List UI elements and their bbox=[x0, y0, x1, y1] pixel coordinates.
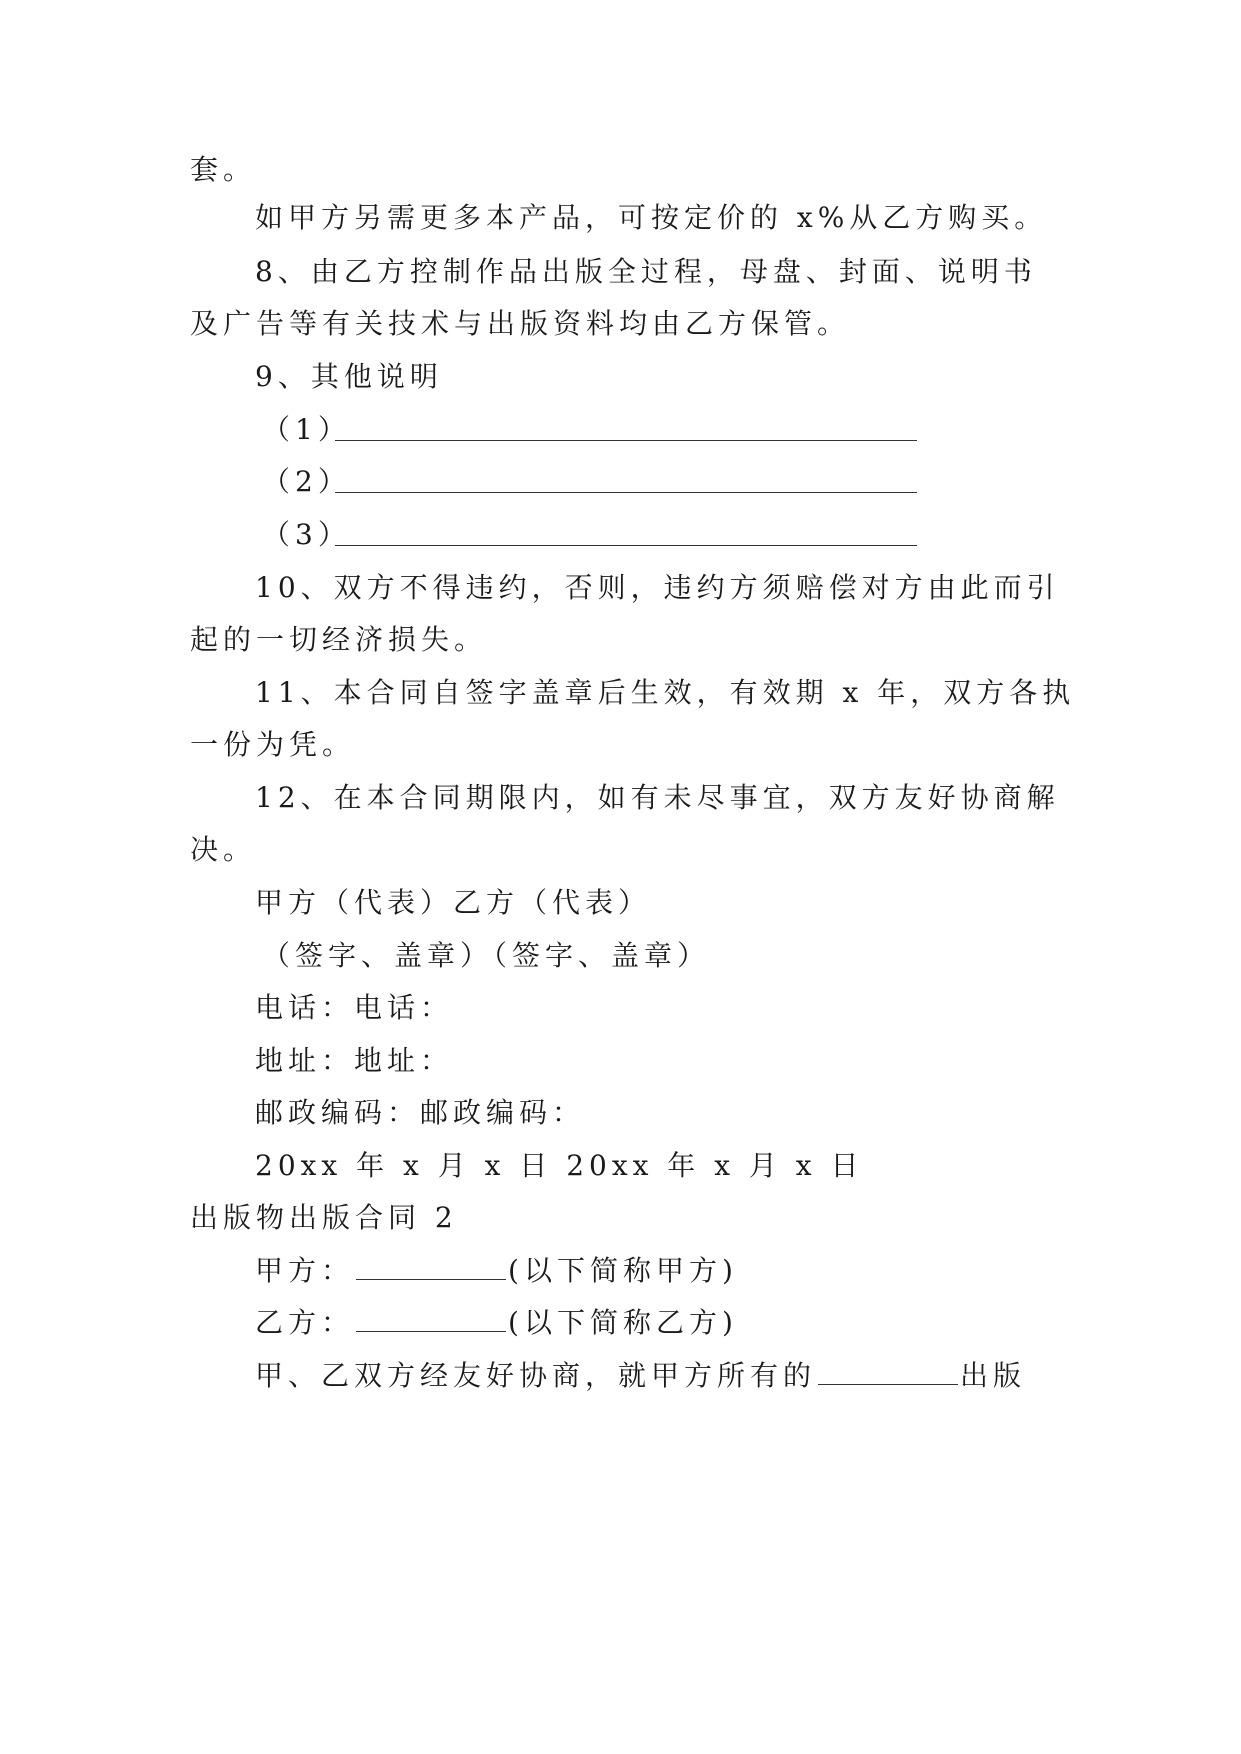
text-line: 决。 bbox=[190, 833, 257, 866]
party-a-suffix: (以下简称甲方) bbox=[508, 1254, 738, 1287]
item-label: （3） bbox=[262, 518, 351, 551]
text-line: 9、其他说明 bbox=[255, 360, 443, 393]
text-line: 11、本合同自签字盖章后生效，有效期 x 年，双方各执 bbox=[255, 676, 1076, 709]
text-line: 8、由乙方控制作品出版全过程，母盘、封面、说明书 bbox=[255, 255, 1037, 288]
text-line: 电话：电话： bbox=[255, 991, 454, 1024]
text-line: 20xx 年 x 月 x 日 20xx 年 x 月 x 日 bbox=[255, 1149, 864, 1182]
party-b-label: 乙方： bbox=[255, 1306, 355, 1339]
text-line: 12、在本合同期限内，如有未尽事宜，双方友好协商解 bbox=[255, 781, 1060, 814]
text-line: 甲方（代表）乙方（代表） bbox=[255, 886, 652, 919]
work-title-blank[interactable] bbox=[818, 1358, 958, 1385]
text-line: 起的一切经济损失。 bbox=[190, 623, 488, 656]
fill-in-blank[interactable] bbox=[335, 440, 917, 441]
agreement-line bbox=[255, 1356, 1115, 1396]
text-line: 及广告等有关技术与出版资料均由乙方保管。 bbox=[190, 307, 851, 340]
party-b-blank[interactable] bbox=[356, 1305, 506, 1332]
text-line: 一份为凭。 bbox=[190, 728, 356, 761]
party-b-suffix: (以下简称乙方) bbox=[508, 1306, 738, 1339]
fill-in-blank[interactable] bbox=[335, 545, 917, 546]
text-line: 10、双方不得违约，否则，违约方须赔偿对方由此而引 bbox=[255, 571, 1060, 604]
agreement-prefix: 甲、乙双方经友好协商，就甲方所有的 bbox=[255, 1359, 817, 1392]
agreement-suffix: 出版 bbox=[960, 1359, 1027, 1392]
text-line: 地址：地址： bbox=[255, 1044, 454, 1077]
text-line: （签字、盖章）（签字、盖章） bbox=[262, 939, 711, 972]
fill-in-blank[interactable] bbox=[335, 492, 917, 493]
text-line: 邮政编码：邮政编码： bbox=[255, 1096, 586, 1129]
section-title: 出版物出版合同 2 bbox=[190, 1201, 458, 1234]
item-label: （1） bbox=[262, 413, 351, 446]
text-line: 套。 bbox=[190, 153, 257, 186]
party-a-blank[interactable] bbox=[356, 1253, 506, 1280]
text-line: 如甲方另需更多本产品，可按定价的 x%从乙方购买。 bbox=[255, 201, 1048, 234]
item-label: （2） bbox=[262, 465, 351, 498]
party-b-line bbox=[255, 1303, 1115, 1343]
party-a-label: 甲方： bbox=[255, 1254, 355, 1287]
party-a-line bbox=[255, 1251, 1115, 1291]
